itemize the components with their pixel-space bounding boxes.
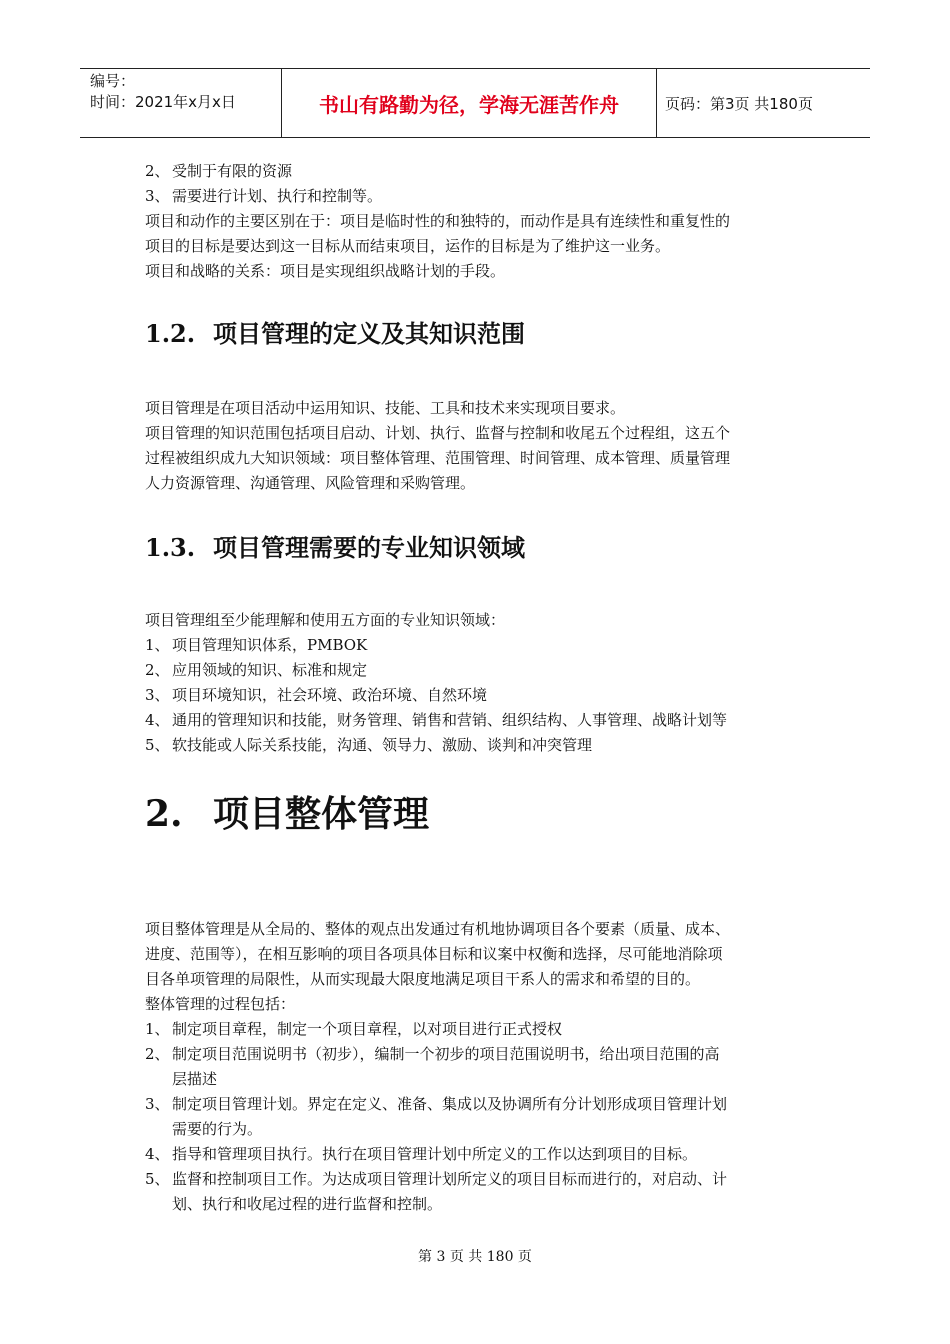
list-item-text: 制定项目范围说明书（初步），编制一个初步的项目范围说明书，给出项目范围的高 [172,1045,720,1063]
list-item-text: 需要的行为。 [172,1120,263,1138]
list-item-text: 指导和管理项目执行。执行在项目管理计划中所定义的工作以达到项目的目标。 [172,1145,698,1163]
list-item-text: 划、执行和收尾过程的进行监督和控制。 [172,1195,443,1213]
paragraph-line: 目各单项管理的局限性，从而实现最大限度地满足项目干系人的需求和希望的目的。 [145,970,701,988]
list-item-number: 1、 [145,1020,170,1038]
document-number-label: 编号： [90,72,136,90]
list-item-text: 项目管理知识体系，PMBOK [172,636,368,654]
chapter-number: 2. [145,793,183,835]
paragraph-line: 项目和战略的关系：项目是实现组织战略计划的手段。 [145,262,506,280]
list-item-text: 制定项目管理计划。界定在定义、准备、集成以及协调所有分计划形成项目管理计划 [172,1095,728,1113]
list-item-number: 5、 [145,1170,170,1188]
section-title: 项目管理的定义及其知识范围 [213,319,525,348]
list-item-number: 3、 [145,1095,170,1113]
paragraph-line: 人力资源管理、沟通管理、风险管理和采购管理。 [145,474,476,492]
list-item-text: 应用领域的知识、标准和规定 [172,661,368,679]
paragraph-line: 过程被组织成九大知识领域：项目整体管理、范围管理、时间管理、成本管理、质量管理 [145,449,731,467]
document-time-label: 时间：2021年x月x日 [90,93,236,111]
page-header [80,68,870,138]
paragraph-line: 进度、范围等），在相互影响的项目各项具体目标和议案中权衡和选择，尽可能地消除项 [145,945,723,963]
list-item-text: 层描述 [172,1070,218,1088]
list-item-number: 3、 [145,187,170,205]
header-motto: 书山有路勤为径，学海无涯苦作舟 [282,69,657,137]
section-title: 项目管理需要的专业知识领域 [213,533,525,562]
list-item-text: 监督和控制项目工作。为达成项目管理计划所定义的项目目标而进行的，对启动、计 [172,1170,728,1188]
list-item-number: 4、 [145,711,170,729]
paragraph-line: 项目管理是在项目活动中运用知识、技能、工具和技术来实现项目要求。 [145,399,626,417]
list-item-number: 4、 [145,1145,170,1163]
chapter-heading-2 [145,786,429,837]
list-item-number: 1、 [145,636,170,654]
list-item-text: 软技能或人际关系技能，沟通、领导力、激励、谈判和冲突管理 [172,736,593,754]
list-item-text: 需要进行计划、执行和控制等。 [172,187,383,205]
list-item-number: 2、 [145,1045,170,1063]
section-heading-1-2 [145,314,525,349]
paragraph-line: 项目整体管理是从全局的、整体的观点出发通过有机地协调项目各个要素（质量、成本、 [145,920,731,938]
list-item-text: 通用的管理知识和技能，财务管理、销售和营销、组织结构、人事管理、战略计划等 [172,711,728,729]
list-item-text: 制定项目章程，制定一个项目章程，以对项目进行正式授权 [172,1020,563,1038]
list-item-number: 3、 [145,686,170,704]
section-number: 1.3. [145,533,196,562]
header-page-info: 页码：第3页 共180页 [665,94,813,113]
list-item-number: 2、 [145,661,170,679]
paragraph-line: 项目管理组至少能理解和使用五方面的专业知识领域： [145,611,506,629]
header-meta [80,69,282,137]
section-number: 1.2. [145,319,196,348]
section-heading-1-3 [145,528,525,563]
page-footer: 第 3 页 共 180 页 [418,1249,532,1265]
list-item-number: 5、 [145,736,170,754]
list-item-text: 项目环境知识，社会环境、政治环境、自然环境 [172,686,488,704]
list-item-number: 2、 [145,162,170,180]
paragraph-line: 项目管理的知识范围包括项目启动、计划、执行、监督与控制和收尾五个过程组，这五个 [145,424,731,442]
paragraph-line: 项目的目标是要达到这一目标从而结束项目，运作的目标是为了维护这一业务。 [145,237,671,255]
list-item-text: 受制于有限的资源 [172,162,293,180]
chapter-title: 项目整体管理 [213,793,430,835]
paragraph-line: 项目和动作的主要区别在于：项目是临时性的和独特的，而动作是具有连续性和重复性的 [145,212,731,230]
paragraph-line: 整体管理的过程包括： [145,995,296,1013]
